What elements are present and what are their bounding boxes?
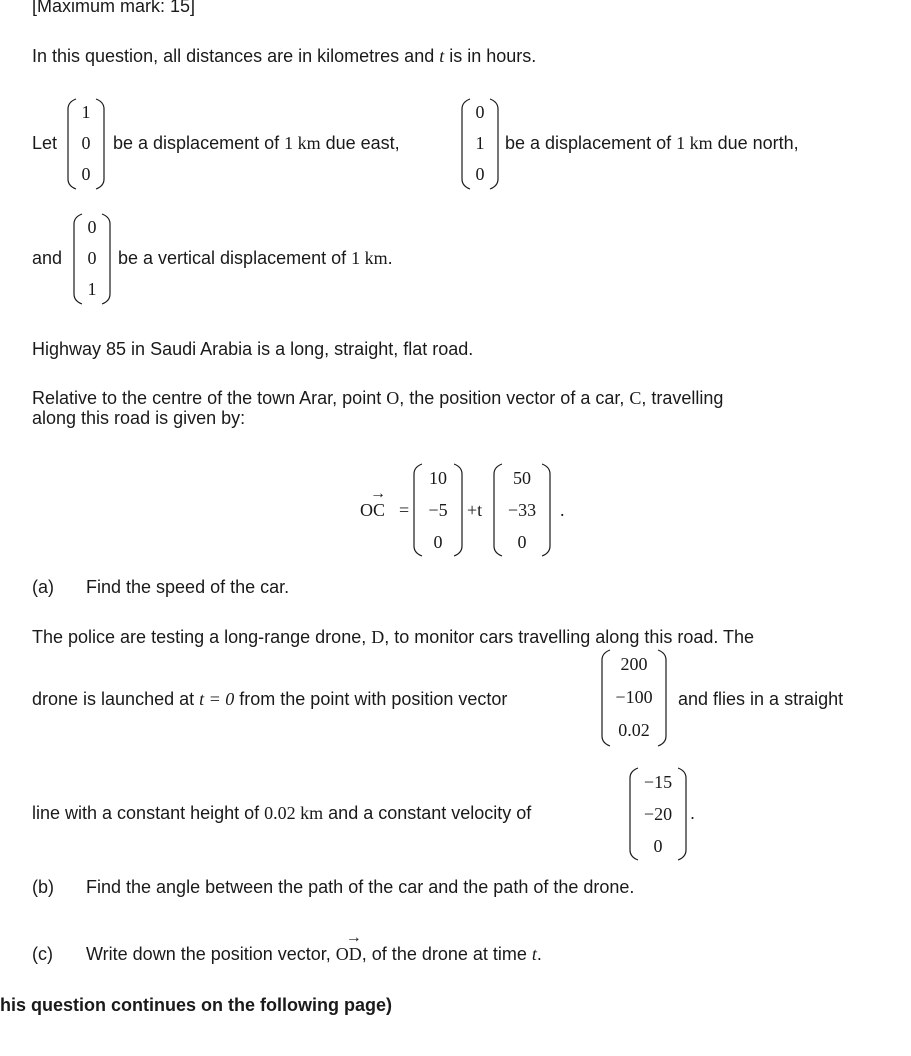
maximum-mark: [Maximum mark: 15] xyxy=(32,0,196,16)
police-line-3-end: . xyxy=(690,803,696,823)
relative-c: , travelling xyxy=(641,388,724,408)
vertical-unit: 1 km xyxy=(351,248,388,268)
part-c-c: . xyxy=(536,944,542,964)
height-value: 0.02 km xyxy=(264,803,324,823)
vector-oc-start xyxy=(412,462,464,558)
vector-east-z: 0 xyxy=(81,164,91,184)
od-label: OD xyxy=(335,944,362,964)
part-c-label: (c) xyxy=(32,944,53,964)
continues-note: his question continues on the following page) xyxy=(0,995,392,1015)
police-a: The police are testing a long-range drone, xyxy=(32,627,372,647)
part-c-t: t xyxy=(531,944,537,964)
police-c: drone is launched at xyxy=(32,689,200,709)
east-unit: 1 km xyxy=(284,133,321,153)
oc-label: OC xyxy=(360,500,386,520)
part-c-b: , of the drone at time xyxy=(361,944,532,964)
vertical-text-1: be a vertical displacement of xyxy=(118,248,352,268)
point-c: C xyxy=(629,388,642,408)
t-equals-zero: t = 0 xyxy=(199,689,235,709)
vector-east-x: 1 xyxy=(81,102,91,122)
part-c-a: Write down the position vector, xyxy=(86,944,336,964)
east-text-1: be a displacement of xyxy=(113,133,285,153)
north-unit: 1 km xyxy=(676,133,713,153)
vector-up-y: 0 xyxy=(87,248,97,268)
police-line-2-end: and flies in a straight xyxy=(678,689,844,709)
north-text-1: be a displacement of xyxy=(505,133,677,153)
part-a-label: (a) xyxy=(32,577,54,597)
oc-start-y: −5 xyxy=(428,500,448,520)
plus-t: +t xyxy=(467,500,483,520)
od-arrow: → xyxy=(345,929,362,946)
oc-arrow: → xyxy=(370,485,386,502)
highway-text: Highway 85 in Saudi Arabia is a long, straight, flat road. xyxy=(32,339,474,359)
north-description xyxy=(505,132,799,154)
police-b: , to monitor cars travelling along this road. The xyxy=(384,627,755,647)
vector-east xyxy=(66,97,106,191)
north-text-2: due north, xyxy=(712,133,799,153)
vector-launch xyxy=(600,648,668,748)
east-description xyxy=(113,132,400,154)
police-line-3 xyxy=(32,802,531,824)
relative-b: , the position vector of a car, xyxy=(399,388,630,408)
relative-line-2: along this road is given by: xyxy=(32,408,246,428)
equation-period: . xyxy=(560,500,565,520)
point-d: D xyxy=(371,627,385,647)
launch-z: 0.02 xyxy=(618,720,650,740)
vector-north-z: 0 xyxy=(475,164,485,184)
relative-a: Relative to the centre of the town Arar, point xyxy=(32,388,387,408)
police-f: and a constant velocity of xyxy=(323,803,532,823)
and-word: and xyxy=(32,248,63,268)
police-line-2 xyxy=(32,688,507,710)
let-word: Let xyxy=(32,133,58,153)
east-text-2: due east, xyxy=(320,133,400,153)
oc-dir-z: 0 xyxy=(517,532,527,552)
vector-east-y: 0 xyxy=(81,133,91,153)
police-e: line with a constant height of xyxy=(32,803,265,823)
oc-start-z: 0 xyxy=(433,532,443,552)
velocity-y: −20 xyxy=(643,804,673,824)
police-d: from the point with position vector xyxy=(234,689,508,709)
part-a-text: Find the speed of the car. xyxy=(86,577,290,597)
equals-sign: = xyxy=(399,500,410,520)
intro-pre: In this question, all distances are in kilometres and xyxy=(32,46,440,66)
vector-north-y: 1 xyxy=(475,133,485,153)
vertical-text-2: . xyxy=(387,248,393,268)
point-o: O xyxy=(386,388,400,408)
relative-line-1 xyxy=(32,387,723,409)
vertical-description xyxy=(118,247,393,269)
vector-up xyxy=(72,212,112,306)
part-b-text: Find the angle between the path of the car and the path of the drone. xyxy=(86,877,635,897)
launch-x: 200 xyxy=(620,654,648,674)
part-b-label: (b) xyxy=(32,877,54,897)
intro-text xyxy=(32,45,536,67)
vector-north xyxy=(460,97,500,191)
vector-oc-direction xyxy=(492,462,552,558)
velocity-z: 0 xyxy=(653,836,663,856)
velocity-x: −15 xyxy=(643,772,673,792)
od-vector xyxy=(335,929,362,965)
oc-dir-x: 50 xyxy=(513,468,531,488)
intro-t: t xyxy=(439,46,445,66)
vector-velocity xyxy=(628,766,688,862)
police-line-1 xyxy=(32,626,754,648)
vector-north-x: 0 xyxy=(475,102,485,122)
oc-start-x: 10 xyxy=(429,468,447,488)
oc-dir-y: −33 xyxy=(507,500,537,520)
part-c-text xyxy=(86,929,542,965)
vector-up-x: 0 xyxy=(87,217,97,237)
launch-y: −100 xyxy=(615,687,653,707)
intro-post: is in hours. xyxy=(444,46,537,66)
vector-up-z: 1 xyxy=(87,279,97,299)
